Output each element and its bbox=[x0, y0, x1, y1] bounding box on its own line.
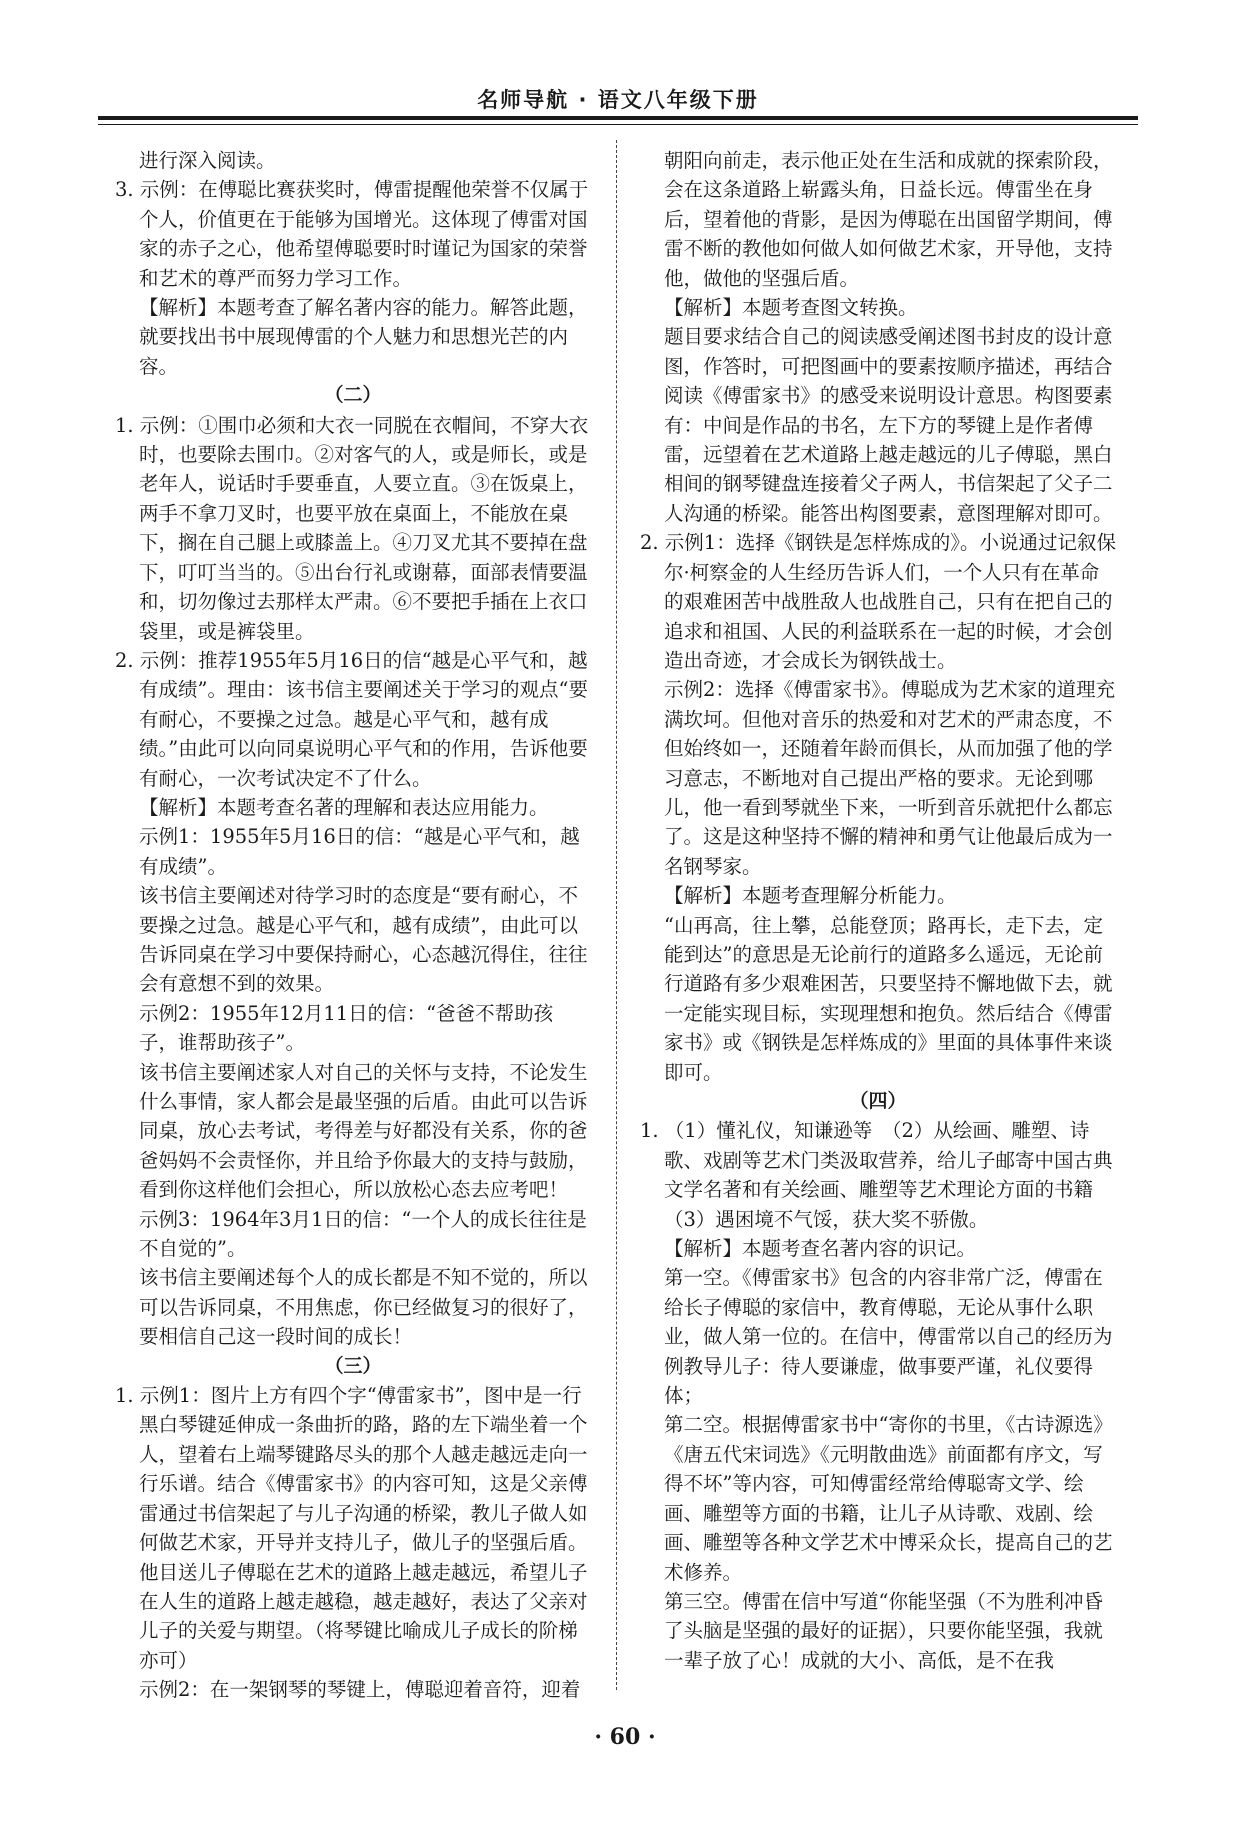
paragraph: 【解析】本题考查名著的理解和表达应用能力。 bbox=[139, 795, 549, 819]
column-divider bbox=[616, 140, 617, 1690]
paragraph: 【解析】本题考查名著内容的识记。 bbox=[664, 1237, 977, 1261]
paragraph: 题目要求结合自己的阅读感受阐述图书封皮的设计意图，作答时，可把图画中的要素按顺序描述，再结合阅读《傅雷家书》的感受来说明设计意思。构图要素有：中间是作品的书名，左下方的琴键上是作者傅雷，远望着在艺术道路上越走越远的儿子傅聪，黑白相间的钢琴键盘连接着父子两人，书信架起了父子二人沟通的桥梁。能答出构图要素，意图理解对即可。 bbox=[664, 325, 1113, 525]
answer-item: 2. 示例：推荐1955年5月16日的信“越是心平气和，越有成绩”。理由：该书信主要阐述关于学习的观点“要有耐心，不要操之过急。越是心平气和，越有成绩。”由此可以向同桌说明心平气和的作用，告诉他要有耐心，一次考试决定不了什么。 bbox=[115, 648, 588, 790]
answer-item: 1. （1）懂礼仪，知谦逊等 （2）从绘画、雕塑、诗歌、戏剧等艺术门类汲取营养，给儿子邮寄中国古典文学名著和有关绘画、雕塑等艺术理论方面的书籍 bbox=[640, 1119, 1113, 1202]
answer-item: 1. 示例1：图片上方有四个字“傅雷家书”，图中是一行黑白琴键延伸成一条曲折的路，路的左下端坐着一个人，望着右上端琴键路尽头的那个人越走越远走向一行乐谱。结合《傅雷家书》的内容可知，这是父亲傅雷通过书信架起了与儿子沟通的桥梁，教儿子做人如何做艺术家，开导并支持儿子，做儿子的坚强后盾。他目送儿子傅聪在艺术的道路上越走越远，希望儿子在人生的道路上越走越稳，越走越好，表达了父亲对儿子的关爱与期望。（将琴键比喻成儿子成长的阶梯亦可） bbox=[115, 1384, 588, 1672]
right-column bbox=[640, 146, 1116, 1675]
section-heading: （二） bbox=[324, 384, 382, 407]
paragraph: 第二空。根据傅雷家书中“寄你的书里，《古诗源选》《唐五代宋词选》《元明散曲选》前面都有序文，写得不坏”等内容，可知傅雷经常给傅聪寄文学、绘画、雕塑等方面的书籍，让儿子从诗歌、戏剧、绘画、雕塑等各种文学艺术中博采众长，提高自己的艺术修养。 bbox=[664, 1413, 1113, 1584]
paragraph: 【解析】本题考查图文转换。 bbox=[664, 296, 918, 320]
paragraph: “山再高，往上攀，总能登顶；路再长，走下去，定能到达”的意思是无论前行的道路多么遥远，无论前行道路有多少艰难困苦，只要坚持不懈地做下去，就一定能实现目标，实现理想和抱负。然后结合《傅雷家书》或《钢铁是怎样炼成的》里面的具体事件来谈即可。 bbox=[664, 913, 1113, 1084]
answer-item: 2. 示例1：选择《钢铁是怎样炼成的》。小说通过记叙保尔·柯察金的人生经历告诉人们，一个人只有在革命的艰难困苦中战胜敌人也战胜自己，只有在把自己的追求和祖国、人民的利益联系在一起的时候，才会创造出奇迹，才会成长为钢铁战士。 bbox=[640, 531, 1116, 672]
left-column bbox=[115, 146, 591, 1705]
answer-item: 3. 示例：在傅聪比赛获奖时，傅雷提醒他荣誉不仅属于个人，价值更在于能够为国增光。这体现了傅雷对国家的赤子之心，他希望傅聪要时时谨记为国家的荣誉和艺术的尊严而努力学习工作。 bbox=[115, 178, 589, 290]
paragraph: 【解析】本题考查了解名著内容的能力。解答此题，就要找出书中展现傅雷的个人魅力和思想光芒的内容。 bbox=[139, 296, 588, 378]
header-rule-thick bbox=[98, 116, 1138, 120]
paragraph: 朝阳向前走，表示他正处在生活和成就的探索阶段，会在这条道路上崭露头角，日益长远。傅雷坐在身后，望着他的背影，是因为傅聪在出国留学期间，傅雷不断的教他如何做人如何做艺术家，开导他，支持他，做他的坚强后盾。 bbox=[664, 149, 1113, 290]
paragraph: 示例2：选择《傅雷家书》。傅聪成为艺术家的道理充满坎坷。但他对音乐的热爱和对艺术的严肃态度，不但始终如一，还随着年龄而俱长，从而加强了他的学习意志，不断地对自己提出严格的要求。无论到哪儿，他一看到琴就坐下来，一听到音乐就把什么都忘了。这是这种坚持不懈的精神和勇气让他最后成为一名钢琴家。 bbox=[664, 678, 1116, 878]
running-header: 名师导航 · 语文八年级下册 bbox=[477, 88, 759, 112]
section-heading: （三） bbox=[324, 1354, 382, 1377]
paragraph: 示例2：1955年12月11日的信：“爸爸不帮助孩子，谁帮助孩子”。 bbox=[139, 1001, 554, 1055]
paragraph: 示例3：1964年3月1日的信：“一个人的成长往往是不自觉的”。 bbox=[139, 1207, 587, 1261]
paragraph: 该书信主要阐述对待学习时的态度是“要有耐心，不要操之过急。越是心平气和，越有成绩”，由此可以告诉同桌在学习中要保持耐心，心态越沉得住，往往会有意想不到的效果。 bbox=[139, 884, 588, 996]
paragraph: 该书信主要阐述家人对自己的关怀与支持，不论发生什么事情，家人都会是最坚强的后盾。由此可以告诉同桌，放心去考试，考得差与好都没有关系，你的爸爸妈妈不会责怪你，并且给予你最大的支持与鼓励，看到你这样他们会担心，所以放松心态去应考吧！ bbox=[139, 1060, 588, 1202]
section-heading: （四） bbox=[849, 1090, 907, 1112]
page-number: · 60 · bbox=[594, 1724, 656, 1750]
paragraph: 进行深入阅读。 bbox=[139, 149, 276, 172]
header-rule-thin bbox=[98, 124, 1138, 125]
paragraph: （3）遇困境不气馁，获大奖不骄傲。 bbox=[664, 1207, 989, 1231]
paragraph: 第一空。《傅雷家书》包含的内容非常广泛，傅雷在给长子傅聪的家信中，教育傅聪，无论从事什么职业，做人第一位的。在信中，傅雷常以自己的经历为例教导儿子：待人要谦虚，做事要严谨，礼仪要得体； bbox=[664, 1266, 1113, 1408]
paragraph: 示例1：1955年5月16日的信：“越是心平气和，越有成绩”。 bbox=[139, 825, 580, 878]
answer-item: 1. 示例：①围巾必须和大衣一同脱在衣帽间，不穿大衣时，也要除去围巾。②对客气的人，或是师长，或是老年人，说话时手要垂直，人要立直。③在饭桌上，两手不拿刀叉时，也要平放在桌面上，不能放在桌下，搁在自己腿上或膝盖上。④刀叉尤其不要掉在盘下，叮叮当当的。⑤出台行礼或谢幕，面部表情要温和，切勿像过去那样太严肃。⑥不要把手插在上衣口袋里，或是裤袋里。 bbox=[115, 413, 589, 643]
paragraph: 示例2：在一架钢琴的琴键上，傅聪迎着音符，迎着 bbox=[139, 1678, 581, 1702]
paragraph: 第三空。傅雷在信中写道“你能坚强（不为胜利冲昏了头脑是坚强的最好的证据），只要你能坚强，我就一辈子放了心！成就的大小、高低，是不在我 bbox=[664, 1589, 1103, 1672]
paragraph: 【解析】本题考查理解分析能力。 bbox=[664, 884, 957, 908]
paragraph: 该书信主要阐述每个人的成长都是不知不觉的，所以可以告诉同桌，不用焦虑，你已经做复习的很好了，要相信自己这一段时间的成长！ bbox=[139, 1266, 588, 1349]
